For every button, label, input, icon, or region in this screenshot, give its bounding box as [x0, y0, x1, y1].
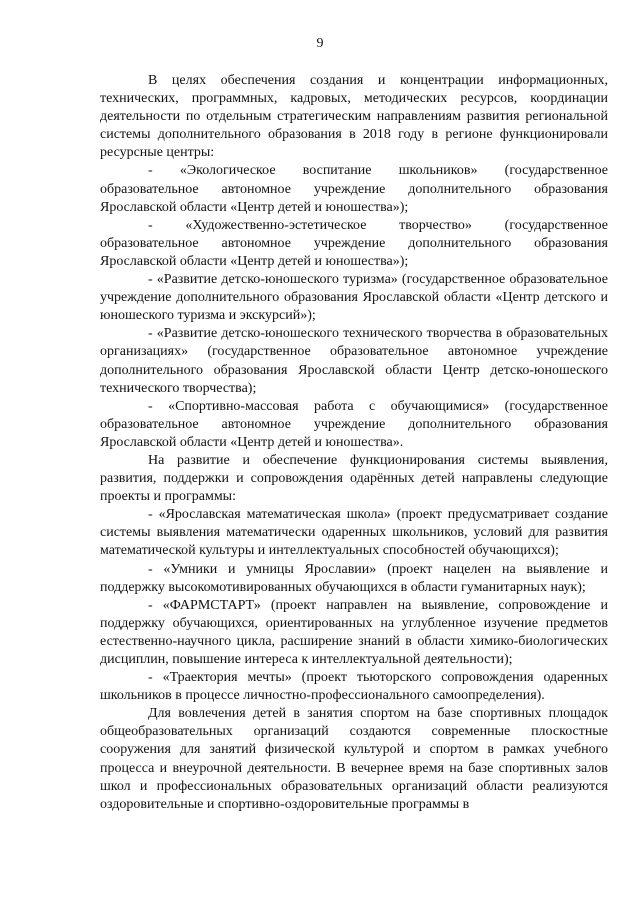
gifted-children-paragraph: На развитие и обеспечение функционирования системы выявления, развития, поддержки и сопровождения одарённых детей направлены следующие проекты и программы:	[100, 452, 608, 505]
list-item-resource-center: - «Художественно-эстетическое творчество» (государственное образовательное автономное учреждение дополнительного образования Ярославской области «Центр детей и юношества»);	[100, 217, 608, 269]
list-item-resource-center: - «Спортивно-массовая работа с обучающимися» (государственное образовательное автономное учреждение дополнительного образования Ярославской области «Центр детей и юношества».	[100, 398, 608, 450]
list-item-resource-center: - «Развитие детско-юношеского туризма» (государственное образовательное учреждение дополнительного образования Ярославской области «Центр детского и юношеского туризма и экскурсий»);	[100, 272, 608, 324]
list-item-resource-center: - «Развитие детско-юношеского технического творчества в образовательных организациях» (государственное образовательное автономное учреждение дополнительного образования Ярославской области Центр детско-юношеского технического творчества);	[100, 326, 608, 396]
list-item-project: - «Траектория мечты» (проект тьюторского сопровождения одаренных школьников в процессе личностно-профессионального самоопределения).	[100, 670, 608, 704]
list-item-project: - «Ярославская математическая школа» (проект предусматривает создание системы выявления математически одаренных школьников, условий для развития математической культуры и интеллектуальных способностей обучающихся);	[100, 507, 608, 559]
list-item-resource-center: - «Экологическое воспитание школьников» (государственное образовательное автономное учреждение дополнительного образования Ярославской области «Центр детей и юношества»);	[100, 163, 608, 215]
page-number: 9	[316, 36, 324, 51]
body-text	[100, 72, 608, 814]
intro-paragraph: В целях обеспечения создания и концентрации информационных, технических, программных, кадровых, методических ресурсов, координации деятельности по отдельным стратегическим направлениям развития региональной системы дополнительного образования в 2018 году в регионе функционировали ресурсные центры:	[100, 73, 608, 161]
list-item-project: - «Умники и умницы Ярославии» (проект нацелен на выявление и поддержку высокомотивированных обучающихся в области гуманитарных наук);	[100, 561, 608, 595]
list-item-project: - «ФАРМСТАРТ» (проект направлен на выявление, сопровождение и поддержку обучающихся, ориентированных на углубленное изучение предметов естественно-научного цикла, расширение знаний в области химико-биологических дисциплин, повышение интереса к интеллектуальной деятельности);	[100, 597, 608, 667]
sports-paragraph: Для вовлечения детей в занятия спортом на базе спортивных площадок общеобразовательных организаций создаются современные плоскостные сооружения для занятий физической культурой и спортом в рамках учебного процесса и внеурочной деятельности. В вечернее время на базе спортивных залов школ и профессиональных образовательных организаций области реализуются оздоровительные и спортивно-оздоровительные программы в	[100, 706, 608, 812]
